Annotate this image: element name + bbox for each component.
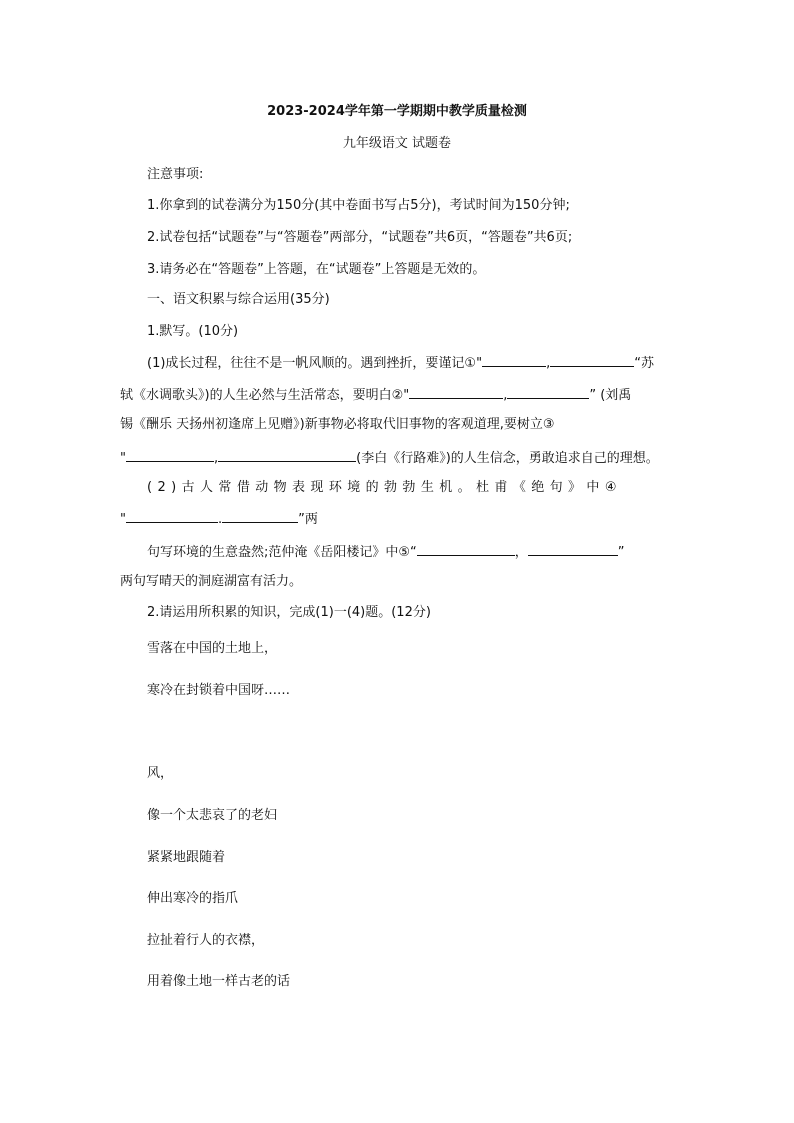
section-1-heading: 一、语文积累与综合运用(35分) bbox=[147, 292, 330, 307]
q1-p2-l2-text-a: " bbox=[120, 512, 126, 527]
fill-blank-5b[interactable] bbox=[528, 541, 618, 556]
fill-blank-2b[interactable] bbox=[507, 384, 589, 399]
fill-blank-4a[interactable] bbox=[126, 508, 218, 523]
q1-part2-line4: 两句写晴天的洞庭湖富有活力。 bbox=[120, 574, 303, 589]
poem-line: 紧紧地跟随着 bbox=[147, 850, 226, 865]
fill-blank-1a[interactable] bbox=[482, 352, 546, 367]
fill-blank-3b[interactable] bbox=[218, 447, 356, 462]
q1-p2-l3-text-a: 句写环境的生意盎然;范仲淹《岳阳楼记》中⑤“ bbox=[147, 545, 417, 560]
q1-p1-l2-text-c: ” (刘禹 bbox=[589, 388, 632, 403]
question-1-heading: 1.默写。(10分) bbox=[147, 324, 239, 339]
q1-p1-l2-text-b: , bbox=[503, 388, 508, 403]
q1-p1-text-c: “苏 bbox=[634, 356, 654, 371]
fill-blank-3a[interactable] bbox=[126, 447, 214, 462]
q1-part2-line1: (2)古人常借动物表现环境的勃勃生机。杜甫《绝句》中④ bbox=[147, 480, 622, 495]
exam-subtitle: 九年级语文 试题卷 bbox=[342, 136, 452, 151]
q1-p1-text-a: (1)成长过程，往往不是一帆风顺的。遇到挫折，要谨记①" bbox=[147, 356, 483, 371]
q1-part1-line1 bbox=[147, 352, 654, 374]
q1-p1-l2-text-a: 轼《水调歌头》)的人生必然与生活常态，要明白②" bbox=[120, 388, 410, 403]
q1-part2-line2 bbox=[120, 508, 318, 530]
q1-p1-text-b: , bbox=[546, 356, 551, 371]
poem-line: 寒冷在封锁着中国呀…… bbox=[147, 683, 291, 698]
q1-p1-l4-text-c: (李白《行路难》)的人生信念，勇敢追求自己的理想。 bbox=[356, 451, 659, 466]
q1-part1-line3: 锡《酬乐 天扬州初逢席上见赠》)新事物必将取代旧事物的客观道理,要树立③ bbox=[120, 417, 555, 432]
q1-p2-l2-text-c: ”两 bbox=[298, 512, 318, 527]
q1-p1-l4-text-b: , bbox=[213, 451, 219, 466]
q1-p1-l4-text-a: " bbox=[120, 451, 126, 466]
poem-line: 风， bbox=[147, 766, 174, 781]
fill-blank-4b[interactable] bbox=[222, 508, 298, 523]
poem-line: 用着像土地一样古老的话 bbox=[147, 974, 291, 989]
q1-part1-line2 bbox=[120, 384, 631, 406]
poem-line: 伸出寒冷的指爪 bbox=[147, 891, 239, 906]
q1-p2-l2-text-b: . bbox=[217, 512, 223, 527]
fill-blank-2a[interactable] bbox=[409, 384, 503, 399]
exam-title: 2023-2024学年第一学期期中教学质量检测 bbox=[267, 104, 527, 119]
notice-heading: 注意事项: bbox=[147, 167, 204, 182]
q1-p2-l3-text-c: ” bbox=[617, 545, 625, 560]
q1-p2-l3-text-b: ， bbox=[514, 545, 528, 560]
poem-line: 拉扯着行人的衣襟， bbox=[147, 933, 265, 948]
q1-part1-line4 bbox=[120, 447, 659, 469]
q1-part2-line3 bbox=[147, 541, 625, 563]
fill-blank-1b[interactable] bbox=[550, 352, 634, 367]
notice-item-1: 1.你拿到的试卷满分为150分(其中卷面书写占5分)，考试时间为150分钟; bbox=[147, 198, 570, 213]
poem-line: 像一个太悲哀了的老妇 bbox=[147, 808, 278, 823]
notice-item-2: 2.试卷包括“试题卷”与“答题卷”两部分，“试题卷”共6页，“答题卷”共6页; bbox=[147, 230, 573, 245]
poem-line: 雪落在中国的土地上， bbox=[147, 641, 278, 656]
question-2-heading: 2.请运用所积累的知识，完成(1)一(4)题。(12分) bbox=[147, 605, 431, 620]
fill-blank-5a[interactable] bbox=[417, 541, 515, 556]
notice-item-3: 3.请务必在“答题卷”上答题，在“试题卷”上答题是无效的。 bbox=[147, 262, 486, 277]
